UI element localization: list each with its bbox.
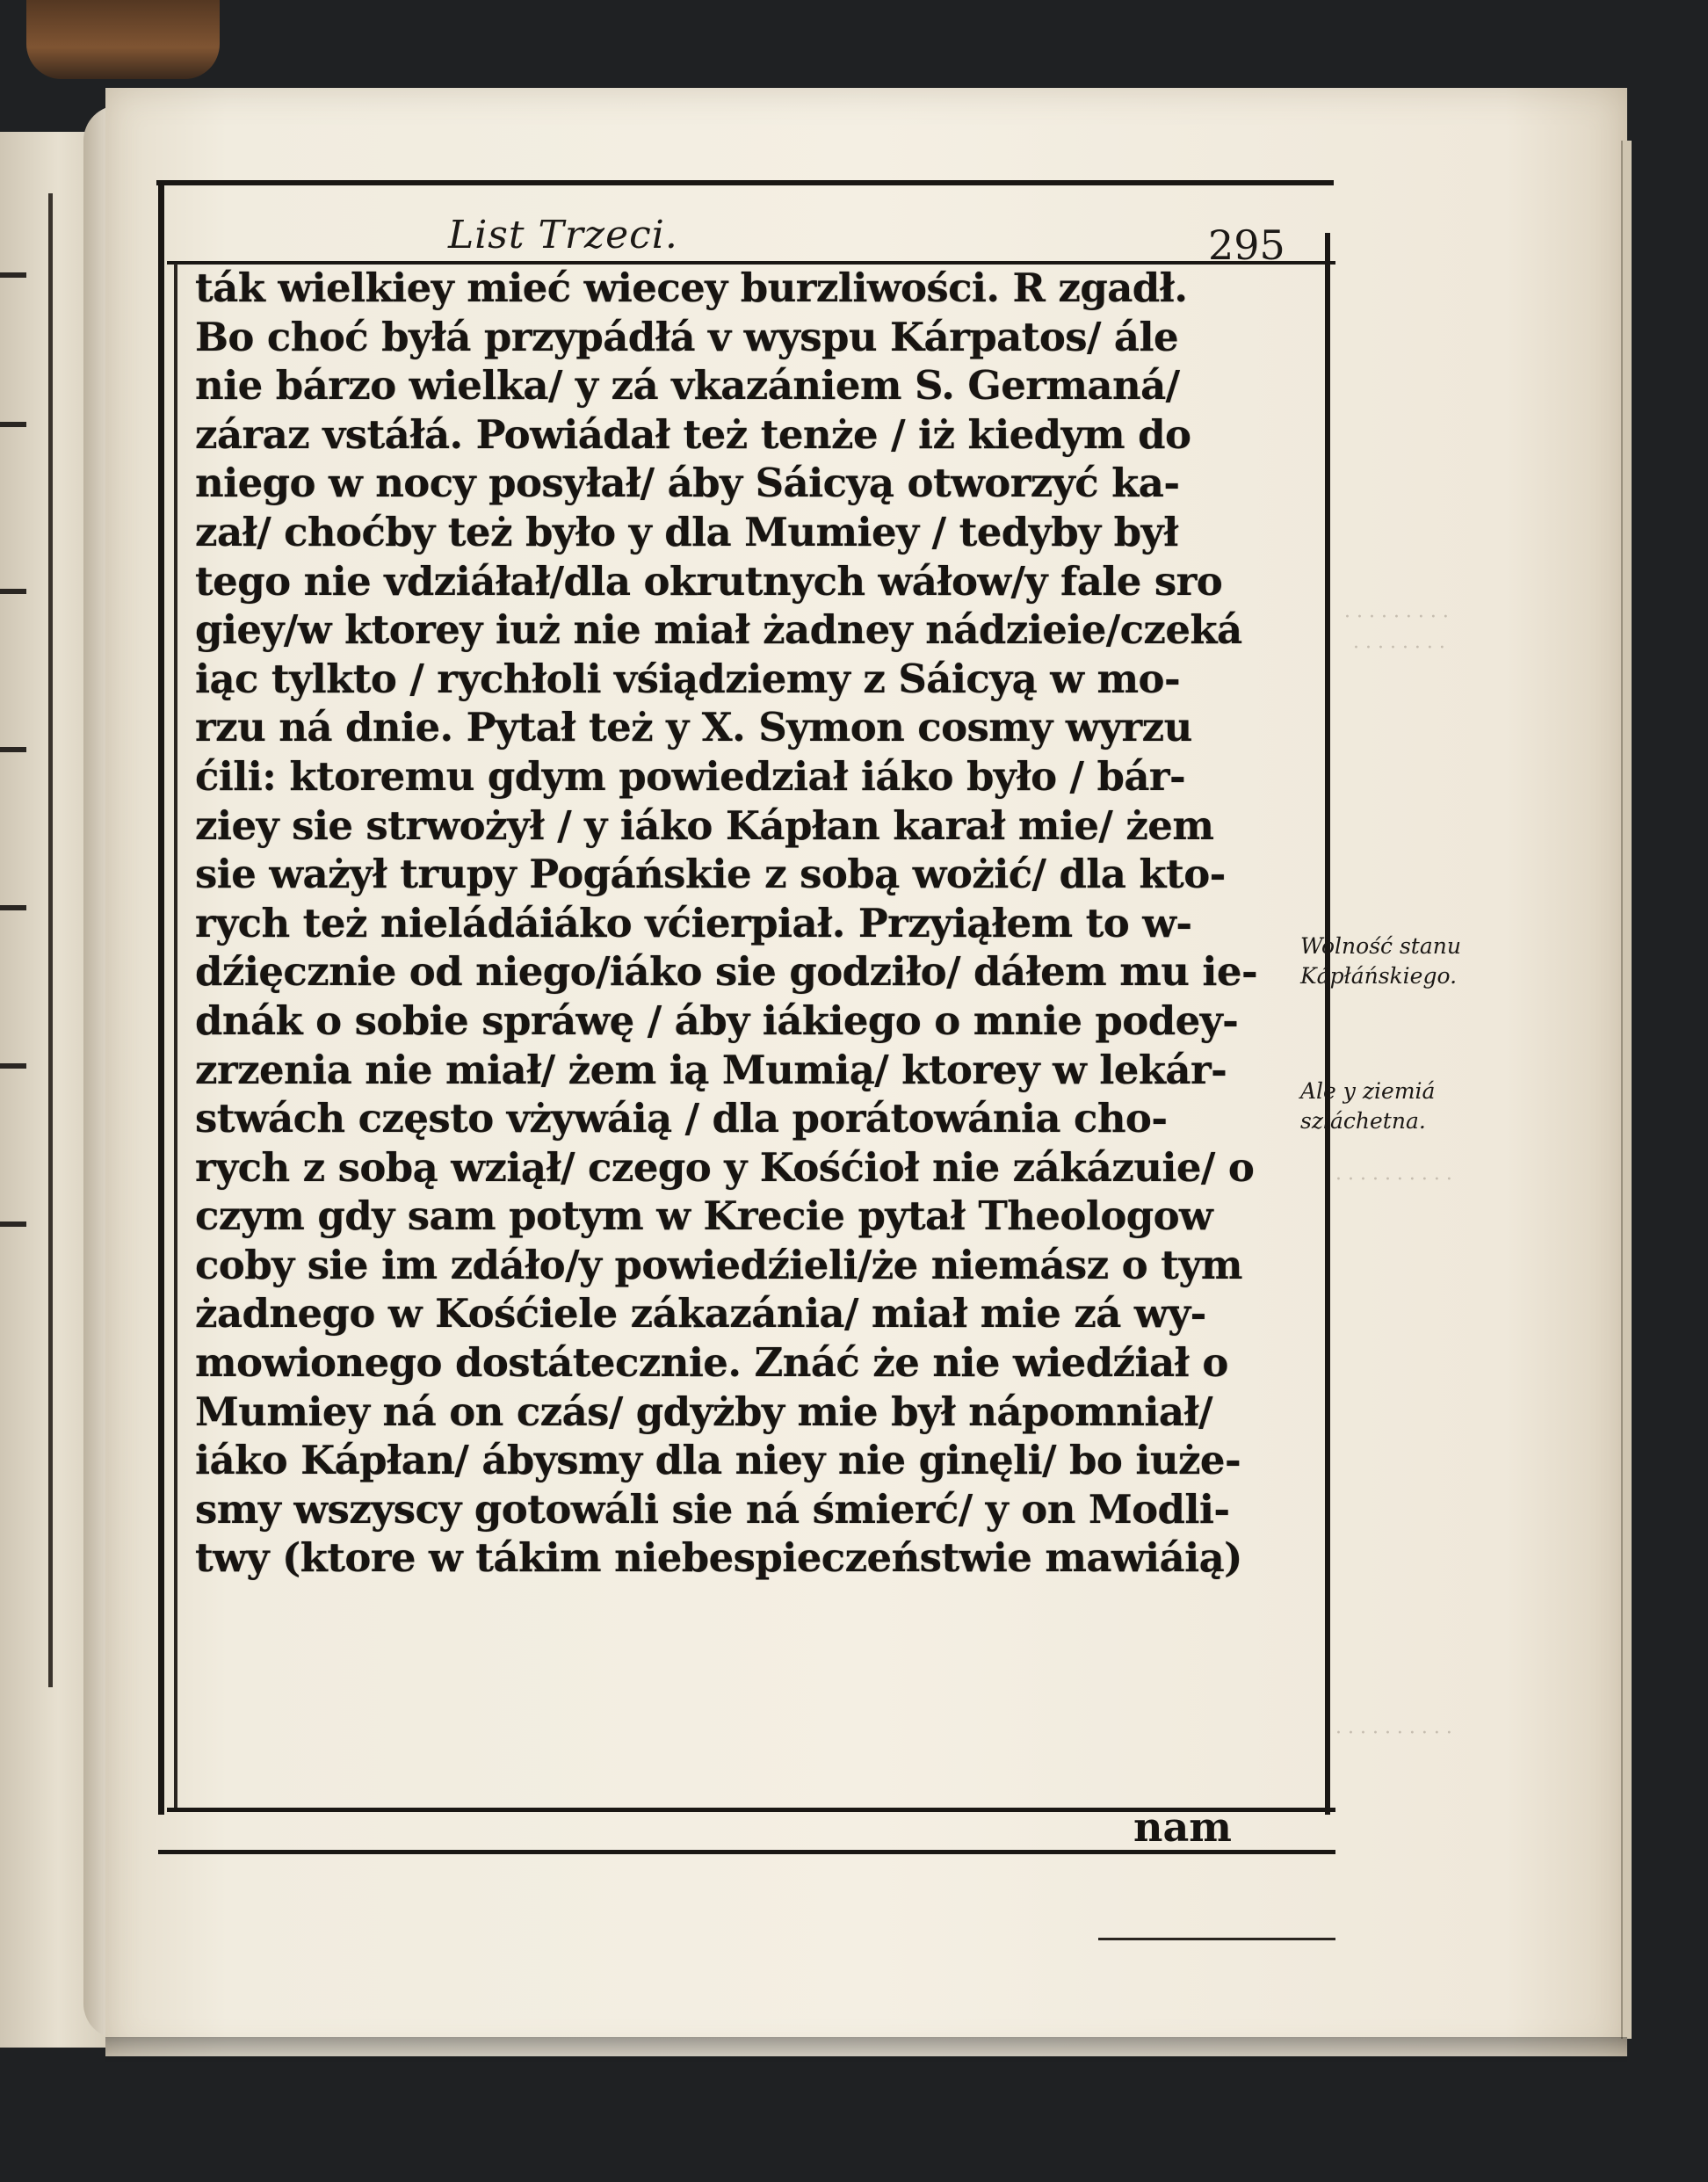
text-line: mowionego dostátecznie. Znáć że nie wiedźiał o xyxy=(195,1339,1228,1387)
page-edge xyxy=(1621,141,1632,2039)
margin-note xyxy=(1300,932,1461,991)
bleed-through-mark: · · · · · · · · · xyxy=(1344,606,1449,628)
frame-rule-left xyxy=(158,180,164,1815)
text-line: ćili: ktoremu gdym powiedział iáko było / bár- xyxy=(195,752,1186,800)
text-line: coby sie im zdáło/y powiedźieli/że niemász o tym xyxy=(195,1241,1242,1288)
margin-note-line: Ale y ziemiá xyxy=(1300,1078,1436,1104)
margin-note xyxy=(1300,1077,1435,1136)
previous-page-rule xyxy=(48,193,53,1687)
text-line: záraz vstáłá. Powiádał też tenże / iż kiedym do xyxy=(195,410,1191,458)
frame-rule-left-inner xyxy=(174,264,177,1810)
text-line: sie ważył trupy Pogáńskie z sobą wożić/ dla kto- xyxy=(195,851,1226,898)
previous-page-line-stub xyxy=(0,589,26,594)
text-line: rzu ná dnie. Pytał też y X. Symon cosmy wyrzu xyxy=(195,704,1192,751)
text-line: rych też nieládáiáko vćierpiał. Przyiąłem to w- xyxy=(195,899,1192,946)
text-line: żadnego w Kośćiele zákazánia/ miał mie zá wy- xyxy=(195,1290,1206,1337)
previous-page-line-stub xyxy=(0,422,26,427)
text-line: ziey sie strwożył / y iáko Kápłan karał mie/ żem xyxy=(195,801,1214,849)
text-line: Mumiey ná on czás/ gdyżby mie był nápomniał/ xyxy=(195,1388,1212,1435)
running-head: List Trzeci. xyxy=(448,213,678,257)
text-line: Bo choć byłá przypádłá v wyspu Kárpatos/ ále xyxy=(195,313,1178,360)
text-line: zrzenia nie miał/ żem ią Mumią/ ktorey w lekár- xyxy=(195,1046,1227,1093)
margin-note-line: szláchetna. xyxy=(1300,1108,1426,1134)
text-line: niego w nocy posyłał/ áby Sáicyą otworzyć ka- xyxy=(195,460,1180,507)
text-line: stwách często vżywáią / dla porátowánia cho- xyxy=(195,1095,1168,1142)
bleed-through-mark: · · · · · · · · · · xyxy=(1335,1722,1452,1744)
bleed-through-mark: · · · · · · · · · · xyxy=(1335,1169,1452,1191)
margin-note-line: Kápłáńskiego. xyxy=(1300,963,1458,989)
binding-strap xyxy=(26,0,220,79)
text-line: dźięcznie od niego/iáko sie godziło/ dáłem mu ie- xyxy=(195,948,1258,996)
previous-page-line-stub xyxy=(0,747,26,752)
text-line: iáko Kápłan/ ábysmy dla niey nie ginęli/ bo iuże- xyxy=(195,1437,1241,1484)
page-number: 295 xyxy=(1208,221,1285,269)
bleed-through-mark: · · · · · · · · xyxy=(1353,637,1445,659)
text-line: nie bárzo wielka/ y zá vkazániem S. Germaná/ xyxy=(195,362,1180,410)
previous-page-line-stub xyxy=(0,905,26,910)
page-shadow xyxy=(105,2037,1627,2063)
text-line: czym gdy sam potym w Krecie pytał Theologow xyxy=(195,1192,1213,1240)
frame-rule-catchword xyxy=(1098,1938,1335,1940)
text-line: smy wszyscy gotowáli sie ná śmierć/ y on Modli- xyxy=(195,1485,1230,1533)
text-line: ták wielkiey mieć wiecey burzliwości. R zgadł. xyxy=(195,265,1188,311)
previous-page-line-stub xyxy=(0,1063,26,1069)
frame-rule-top xyxy=(156,180,1334,185)
previous-page-line-stub xyxy=(0,1221,26,1227)
text-line: giey/w ktorey iuż nie miał żadney nádzieie/czeká xyxy=(195,606,1242,654)
text-line: twy (ktore w tákim niebespieczeństwie mawiáią) xyxy=(195,1534,1242,1582)
catchword: nam xyxy=(1133,1803,1232,1851)
text-line: rych z sobą wziął/ czego y Kośćioł nie zákázuie/ o xyxy=(195,1143,1255,1191)
margin-note-line: Wolność stanu xyxy=(1300,933,1461,959)
text-line: zał/ choćby też było y dla Mumiey / tedyby był xyxy=(195,508,1178,555)
previous-page-line-stub xyxy=(0,272,26,278)
text-line: tego nie vdziáłał/dla okrutnych wáłow/y fale sro xyxy=(195,557,1223,605)
body-text xyxy=(195,264,1337,1583)
text-line: iąc tylkto / rychłoli vśiądziemy z Sáicyą w mo- xyxy=(195,655,1181,702)
text-line: dnák o sobie spráwę / áby iákiego o mnie podey- xyxy=(195,997,1239,1044)
